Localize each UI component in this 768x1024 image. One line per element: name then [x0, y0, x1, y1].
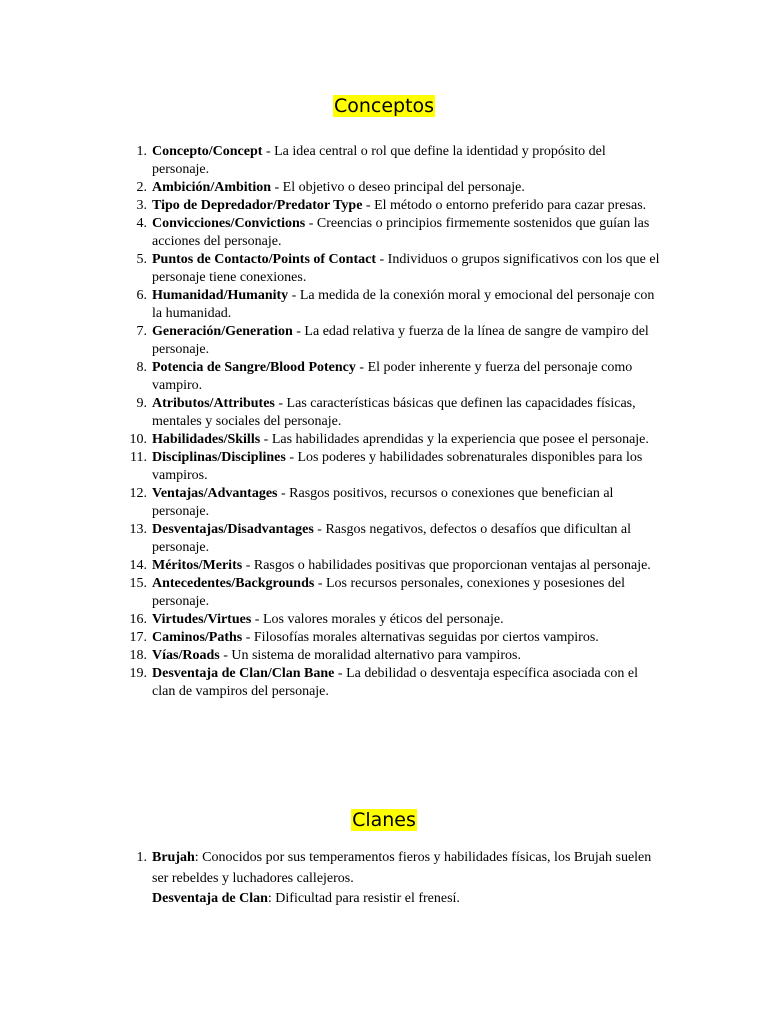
- item-term: Vías/Roads: [152, 648, 220, 663]
- clanes-list: [0, 848, 662, 910]
- item-number: 18.: [129, 648, 147, 663]
- item-term: Ambición/Ambition: [152, 180, 272, 195]
- item-term: Generación/Generation: [152, 324, 293, 339]
- list-item: [0, 629, 662, 647]
- item-description: - Individuos o grupos significativos con los que el personaje tiene conexiones.: [152, 252, 660, 285]
- list-item: [0, 197, 662, 215]
- item-term: Antecedentes/Backgrounds: [152, 576, 315, 591]
- item-term: Desventaja de Clan/Clan Bane: [152, 666, 335, 681]
- item-number: 3.: [136, 198, 147, 213]
- item-number: 15.: [129, 576, 147, 591]
- item-description: - La debilidad o desventaja específica asociada con el clan de vampiros del personaje.: [152, 666, 638, 699]
- list-item: [0, 359, 662, 395]
- item-number: 1.: [136, 144, 147, 159]
- item-number: 4.: [136, 216, 147, 231]
- list-item: [0, 179, 662, 197]
- clan-bane-line: [152, 889, 662, 910]
- list-item: [0, 611, 662, 629]
- item-description: - Los recursos personales, conexiones y posesiones del personaje.: [152, 576, 625, 609]
- item-number: 14.: [129, 558, 147, 573]
- item-description: - El método o entorno preferido para cazar presas.: [362, 198, 647, 213]
- item-number: 9.: [136, 396, 147, 411]
- item-term: Méritos/Merits: [152, 558, 243, 573]
- item-term: Desventajas/Disadvantages: [152, 522, 314, 537]
- clanes-heading: Clanes: [352, 809, 416, 831]
- item-number: 8.: [136, 360, 147, 375]
- list-item: [0, 665, 662, 701]
- item-term: Caminos/Paths: [152, 630, 243, 645]
- item-description: - Filosofías morales alternativas seguidas por ciertos vampiros.: [242, 630, 599, 645]
- item-number: 5.: [136, 252, 147, 267]
- clan-bane-term: Desventaja de Clan: [152, 891, 268, 906]
- list-item: [0, 848, 662, 910]
- item-number: 13.: [129, 522, 147, 537]
- item-number: 17.: [129, 630, 147, 645]
- item-number: 16.: [129, 612, 147, 627]
- item-term: Convicciones/Convictions: [152, 216, 306, 231]
- item-description: : Conocidos por sus temperamentos fieros y habilidades físicas, los Brujah suelen ser rebeldes y luchadores callejeros.: [152, 850, 652, 886]
- list-item: [0, 485, 662, 521]
- item-number: 12.: [129, 486, 147, 501]
- clan-bane-description: : Dificultad para resistir el frenesí.: [267, 891, 460, 906]
- item-description: - Las características básicas que definen las capacidades físicas, mentales y sociales del personaje.: [152, 396, 636, 429]
- item-term: Virtudes/Virtues: [152, 612, 252, 627]
- item-term: Ventajas/Advantages: [152, 486, 278, 501]
- item-term: Concepto/Concept: [152, 144, 263, 159]
- item-number: 10.: [129, 432, 147, 447]
- item-term: Habilidades/Skills: [152, 432, 261, 447]
- item-description: - El objetivo o deseo principal del personaje.: [271, 180, 525, 195]
- list-item: [0, 395, 662, 431]
- list-item: [0, 431, 662, 449]
- item-term: Atributos/Attributes: [152, 396, 275, 411]
- list-item: [0, 449, 662, 485]
- item-number: 19.: [129, 666, 147, 681]
- list-item: [0, 143, 662, 179]
- item-description: - Un sistema de moralidad alternativo para vampiros.: [219, 648, 521, 663]
- item-number: 7.: [136, 324, 147, 339]
- item-term: Humanidad/Humanity: [152, 288, 289, 303]
- list-item: [0, 287, 662, 323]
- item-description: - La idea central o rol que define la identidad y propósito del personaje.: [152, 144, 606, 177]
- item-description: - Rasgos o habilidades positivas que proporcionan ventajas al personaje.: [242, 558, 651, 573]
- item-description: - Los valores morales y éticos del personaje.: [251, 612, 504, 627]
- list-item: [0, 647, 662, 665]
- item-description: - La edad relativa y fuerza de la línea de sangre de vampiro del personaje.: [152, 324, 649, 357]
- item-description: - Rasgos positivos, recursos o conexiones que benefician al personaje.: [152, 486, 614, 519]
- item-description: - Rasgos negativos, defectos o desafíos que dificultan al personaje.: [152, 522, 632, 555]
- list-item: [0, 323, 662, 359]
- item-number: 11.: [130, 450, 147, 465]
- item-description: - Creencias o principios firmemente sostenidos que guían las acciones del personaje.: [152, 216, 650, 249]
- item-term: Brujah: [152, 850, 195, 865]
- item-term: Disciplinas/Disciplines: [152, 450, 286, 465]
- item-description: - Los poderes y habilidades sobrenaturales disponibles para los vampiros.: [152, 450, 643, 483]
- conceptos-list: [0, 143, 662, 701]
- item-description: - La medida de la conexión moral y emocional del personaje con la humanidad.: [152, 288, 655, 321]
- item-number: 1.: [136, 850, 147, 865]
- item-number: 2.: [136, 180, 147, 195]
- item-term: Potencia de Sangre/Blood Potency: [152, 360, 356, 375]
- item-term: Puntos de Contacto/Points of Contact: [152, 252, 376, 267]
- item-description: - Las habilidades aprendidas y la experiencia que posee el personaje.: [260, 432, 649, 447]
- list-item: [0, 521, 662, 557]
- item-number: 6.: [136, 288, 147, 303]
- conceptos-heading: Conceptos: [333, 95, 435, 117]
- item-description: - El poder inherente y fuerza del personaje como vampiro.: [152, 360, 633, 393]
- item-term: Tipo de Depredador/Predator Type: [152, 198, 363, 213]
- list-item: [0, 557, 662, 575]
- list-item: [0, 215, 662, 251]
- list-item: [0, 575, 662, 611]
- list-item: [0, 251, 662, 287]
